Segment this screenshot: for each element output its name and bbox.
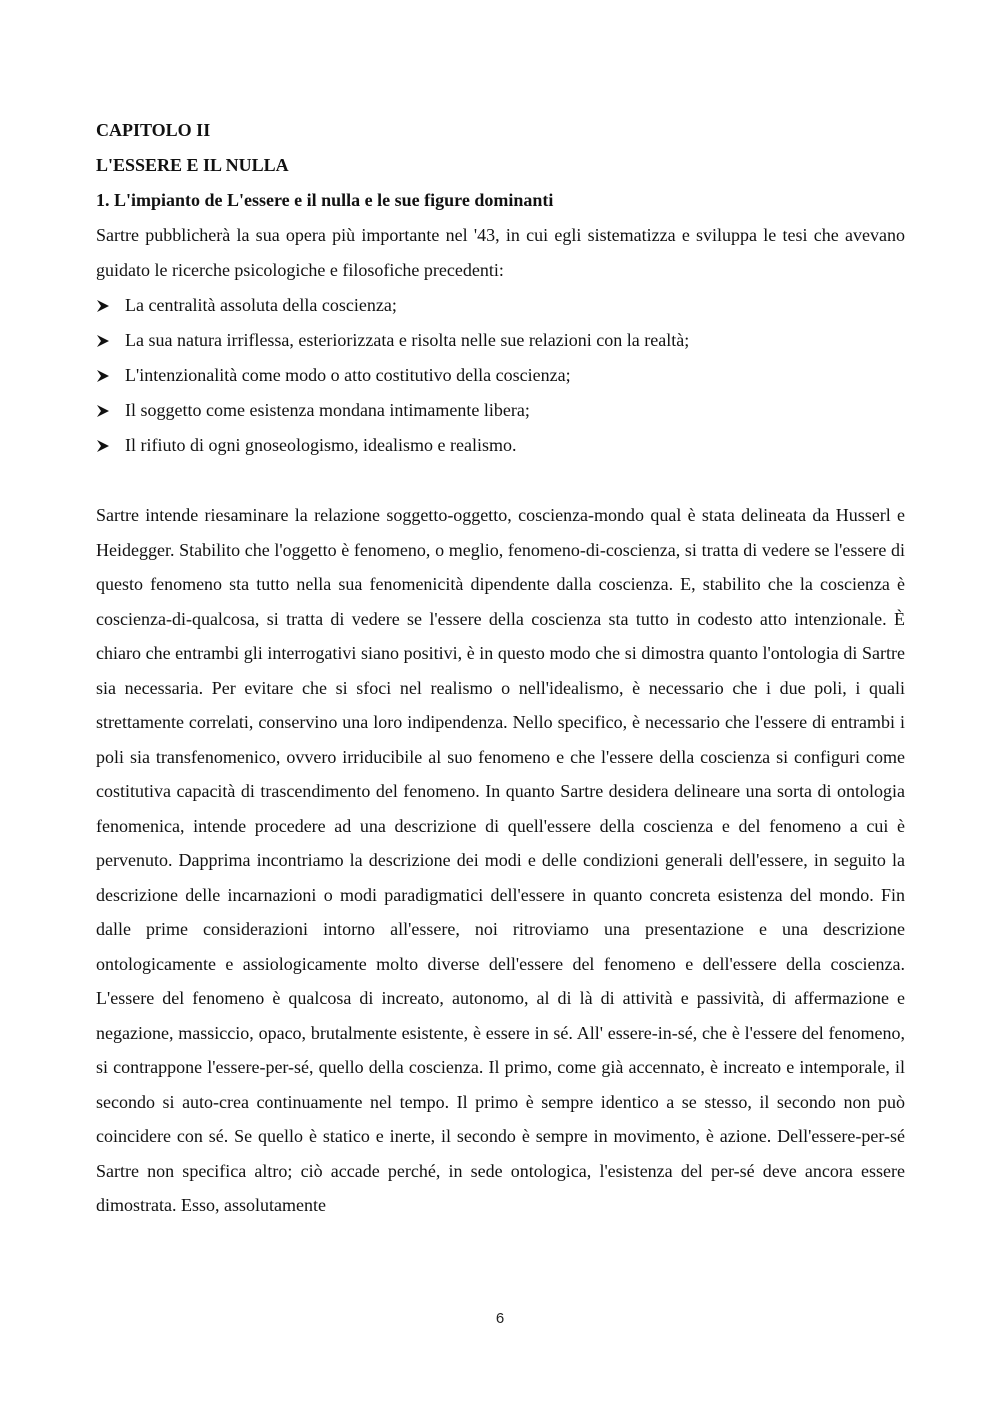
bullet-text: La centralità assoluta della coscienza; <box>125 295 397 315</box>
arrowhead-bullet-icon <box>96 358 112 393</box>
bullet-list <box>96 288 905 463</box>
body-paragraph: Sartre intende riesaminare la relazione soggetto-oggetto, coscienza-mondo qual è stata delineata da Husserl e Heidegger. Stabilito che l'oggetto è fenomeno, o meglio, fenomeno-di-coscienza, si tratta di vedere se l'essere di questo fenomeno sta tutto nella sua fenomenicità dipendente dalla coscienza. E, stabilito che la coscienza è coscienza-di-qualcosa, si tratta di vedere se l'essere della coscienza sta tutto in codesto atto intenzionale. È chiaro che entrambi gli interrogativi siano positivi, è in questo modo che si dimostra quanto l'ontologia di Sartre sia necessaria. Per evitare che si sfoci nel realismo o nell'idealismo, è necessario che i due poli, i quali strettamente correlati, conservino una loro indipendenza. Nello specifico, è necessario che l'essere di entrambi i poli sia transfenomenico, ovvero irriducibile al suo fenomeno e che l'essere della coscienza si configuri come costitutiva capacità di trascendimento del fenomeno. In quanto Sartre desidera delineare una sorta di ontologia fenomenica, intende procedere ad una descrizione di quell'essere della coscienza e del fenomeno a cui è pervenuto. Dapprima incontriamo la descrizione dei modi e delle condizioni generali dell'essere, in seguito la descrizione delle incarnazioni o modi paradigmatici dell'essere in quanto concreta esistenza del mondo. Fin dalle prime considerazioni intorno all'essere, noi ritroviamo una presentazione e una descrizione ontologicamente e assiologicamente molto diverse dell'essere del fenomeno e dell'essere della coscienza. L'essere del fenomeno è qualcosa di increato, autonomo, al di là di attività e passività, di affermazione e negazione, massiccio, opaco, brutalmente esistente, è essere in sé. All' essere-in-sé, che è l'essere del fenomeno, si contrappone l'essere-per-sé, quello della coscienza. Il primo, come già accennato, è increato e intemporale, il secondo si auto-crea continuamente nel tempo. Il primo è sempre identico a se stesso, il secondo non può coincidere con sé. Se quello è statico e inerte, il secondo è sempre in movimento, è azione. Dell'essere-per-sé Sartre non specifica altro; ciò accade perché, in sede ontologica, l'esistenza del per-sé deve ancora essere dimostrata. Esso, assolutamente <box>96 505 905 1215</box>
bullet-item <box>96 288 905 323</box>
bullet-item <box>96 358 905 393</box>
bullet-text: La sua natura irriflessa, esteriorizzata e risolta nelle sue relazioni con la realtà; <box>125 330 690 350</box>
bullet-item <box>96 393 905 428</box>
chapter-title: L'ESSERE E IL NULLA <box>96 155 289 175</box>
bullet-text: Il rifiuto di ogni gnoseologismo, idealismo e realismo. <box>125 435 517 455</box>
chapter-label: CAPITOLO II <box>96 120 211 140</box>
bullet-text: L'intenzionalità come modo o atto costitutivo della coscienza; <box>125 365 571 385</box>
arrowhead-bullet-icon <box>96 393 112 428</box>
document-page <box>96 113 905 1223</box>
bullet-item <box>96 428 905 463</box>
section-title: 1. L'impianto de L'essere e il nulla e le sue figure dominanti <box>96 190 554 210</box>
intro-paragraph: Sartre pubblicherà la sua opera più importante nel '43, in cui egli sistematizza e sviluppa le tesi che avevano guidato le ricerche psicologiche e filosofiche precedenti: <box>96 225 905 280</box>
arrowhead-bullet-icon <box>96 428 112 463</box>
page-number: 6 <box>495 1310 505 1327</box>
arrowhead-bullet-icon <box>96 323 112 358</box>
bullet-item <box>96 323 905 358</box>
arrowhead-bullet-icon <box>96 288 112 323</box>
bullet-text: Il soggetto come esistenza mondana intimamente libera; <box>125 400 530 420</box>
